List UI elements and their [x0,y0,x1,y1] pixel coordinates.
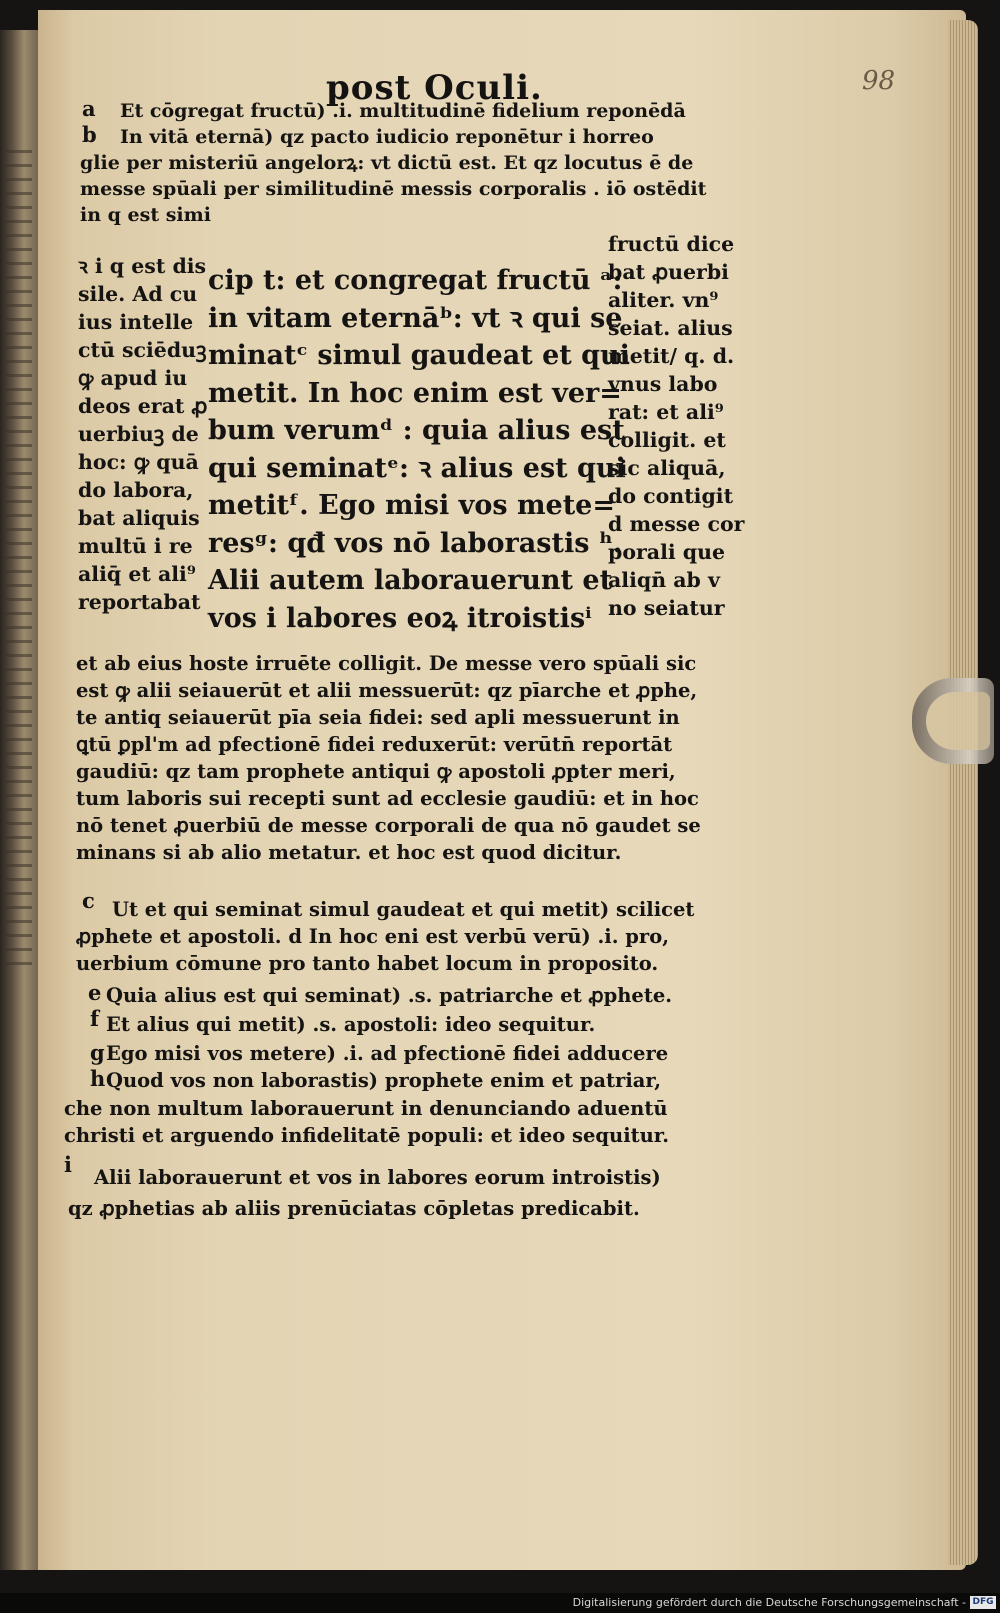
gloss-line: bat aliquis [78,506,200,530]
gloss-line: ꝙ apud iu [78,366,188,390]
commentary-line: Et cōgregat fructū) .i. multitudinē fidelium reponēdā [120,100,686,122]
gloss-line: seiat. alius [608,316,733,340]
commentary-top-cont [80,150,706,228]
folio-number: 98 [862,66,896,96]
text-line: cip t: et congregat fructū ᵃ: [208,265,623,296]
text-line: in vitam eternāᵇ: vt ꝛ qui se [208,302,623,334]
commentary-line: glie per misteriū angelorꝝ: vt dictū est. Et qz locutus ē de [80,152,694,174]
metal-page-clip [912,678,994,764]
commentary-middle [76,650,701,866]
commentary-line: In vitā eternā) qz pacto iudicio reponētur i horreo [120,126,654,148]
gloss-line: metit/ q. d. [608,344,735,368]
text-line: qui seminatᵉ: ꝛ alius est qui [208,452,626,484]
page-fore-edge [948,20,978,1565]
note-h [106,1068,661,1094]
commentary-line: gaudiū: qz tam prophete antiqui ꝙ apostoli ꝓpter meri, [76,760,676,783]
note-f [106,1012,595,1038]
right-gloss-column [608,230,744,622]
text-line: bum verumᵈ : quia alius est [208,415,625,446]
note-mark-f: f [90,1006,100,1031]
text-line: Alii autem laborauerunt et [208,565,613,596]
gloss-line: reportabat [78,590,201,614]
gloss-line: sic aliquā, [608,456,726,480]
commentary-line: et ab eius hoste irruēte colligit. De messe vero spūali sic [76,652,697,675]
note-mark-b: b [82,122,97,147]
text-line: resᵍ: qđ vos nō laborastis ʰ. [208,527,623,559]
commentary-line: tum laboris sui recepti sunt ad ecclesie gaudiū: et in hoc [76,787,699,810]
text-line: metitᶠ. Ego misi vos mete= [208,490,615,521]
note-g [106,1041,668,1067]
text-line: minatᶜ simul gaudeat et qui [208,340,630,371]
commentary-line: est ꝙ alii seiauerūt et alii messuerūt: qz pīarche et ꝓphe, [76,679,698,702]
commentary-line: minans si ab alio metatur. et hoc est quod dicitur. [76,841,622,864]
gloss-line: vnus labo [608,372,718,396]
note-mark-e: e [88,980,102,1005]
note-h-cont [64,1095,669,1149]
text-line: metit. In hoc enim est ver= [208,377,622,409]
note-e [106,983,672,1009]
note-c-cont [76,923,669,977]
note-line: Ut et qui seminat simul gaudeat et qui metit) scilicet [112,898,695,921]
gloss-line: bat ꝓuerbi [608,260,729,284]
note-line: christi et arguendo infidelitatē populi: et ideo sequitur. [64,1124,670,1147]
note-mark-c: c [82,888,95,913]
gloss-line: deos erat ꝓ [78,394,208,418]
note-mark-h: h [90,1066,106,1091]
note-line: ꝓphete et apostoli. d In hoc eni est verbū verū) .i. pro, [76,925,669,948]
gloss-line: uerbiuꝫ de [78,422,199,446]
gloss-line: ꝛ i q est dis [78,254,207,278]
note-i-cont [68,1196,640,1222]
note-line: uerbium cōmune pro tanto habet locum in proposito. [76,952,659,975]
gloss-line: aliqn̄ ab v [608,568,720,592]
gloss-line: fructū dice [608,232,735,256]
commentary-line: in q est simi [80,204,211,226]
gloss-line: multū i re [78,534,193,558]
commentary-line: nō tenet ꝓuerbiū de messe corporali de qua nō gaudet se [76,814,701,837]
note-mark-g: g [90,1040,105,1065]
main-scripture-text [208,262,630,637]
facing-page-edge [0,30,40,1570]
running-heading: post Oculi. [326,68,543,108]
note-mark-i: i [64,1152,72,1177]
commentary-line: ꝗtū ꝑpl'm ad pfectionē fidei reduxerūt: verūtn̄ reportāt [76,733,673,756]
text-line: vos i labores eoꝝ itroistisⁱ [208,602,592,634]
digitization-footer [0,1593,1000,1613]
gloss-line: aliter. vn⁹ [608,288,719,312]
gloss-line: d messe cor [608,512,745,536]
gloss-line: ius intelle [78,310,194,334]
note-i [94,1163,661,1192]
gloss-line: sile. Ad cu [78,282,198,306]
note-line: Alii laborauerunt et vos in labores eorum introistis) [94,1166,661,1189]
note-line: che non multum laborauerunt in denunciando aduentū [64,1097,668,1120]
funding-credit: Digitalisierung gefördert durch die Deutsche Forschungsgemeinschaft - [572,1596,966,1609]
gloss-line: ctū sciēduꝫ [78,338,207,362]
note-line: Et alius qui metit) .s. apostoli: ideo sequitur. [106,1013,596,1036]
commentary-top [120,98,686,150]
note-line: Quia alius est qui seminat) .s. patriarche et ꝓphete. [106,984,673,1007]
gloss-line: do labora, [78,478,194,502]
gloss-line: colligit. et [608,428,726,452]
gloss-line: rat: et ali⁹ [608,400,724,424]
gloss-line: hoc: ꝙ quā [78,450,199,474]
gloss-line: aliq̄ et ali⁹ [78,562,196,586]
gloss-line: do contigit [608,484,734,508]
left-gloss-column [78,252,207,616]
note-mark-a: a [82,96,96,121]
dfg-logo: DFG [970,1596,996,1609]
gloss-line: no seiatur [608,596,725,620]
note-line: qz ꝓphetias ab aliis prenūciatas cōpletas predicabit. [68,1197,640,1220]
note-line: Ego misi vos metere) .i. ad pfectionē fidei adducere [106,1042,669,1065]
gloss-line: porali que [608,540,726,564]
note-c [112,896,694,923]
commentary-line: te antiq seiauerūt pīa seia fidei: sed apli messuerunt in [76,706,680,729]
commentary-line: messe spūali per similitudinē messis corporalis . iō ostēdit [80,178,707,200]
note-line: Quod vos non laborastis) prophete enim et patriar, [106,1069,662,1092]
